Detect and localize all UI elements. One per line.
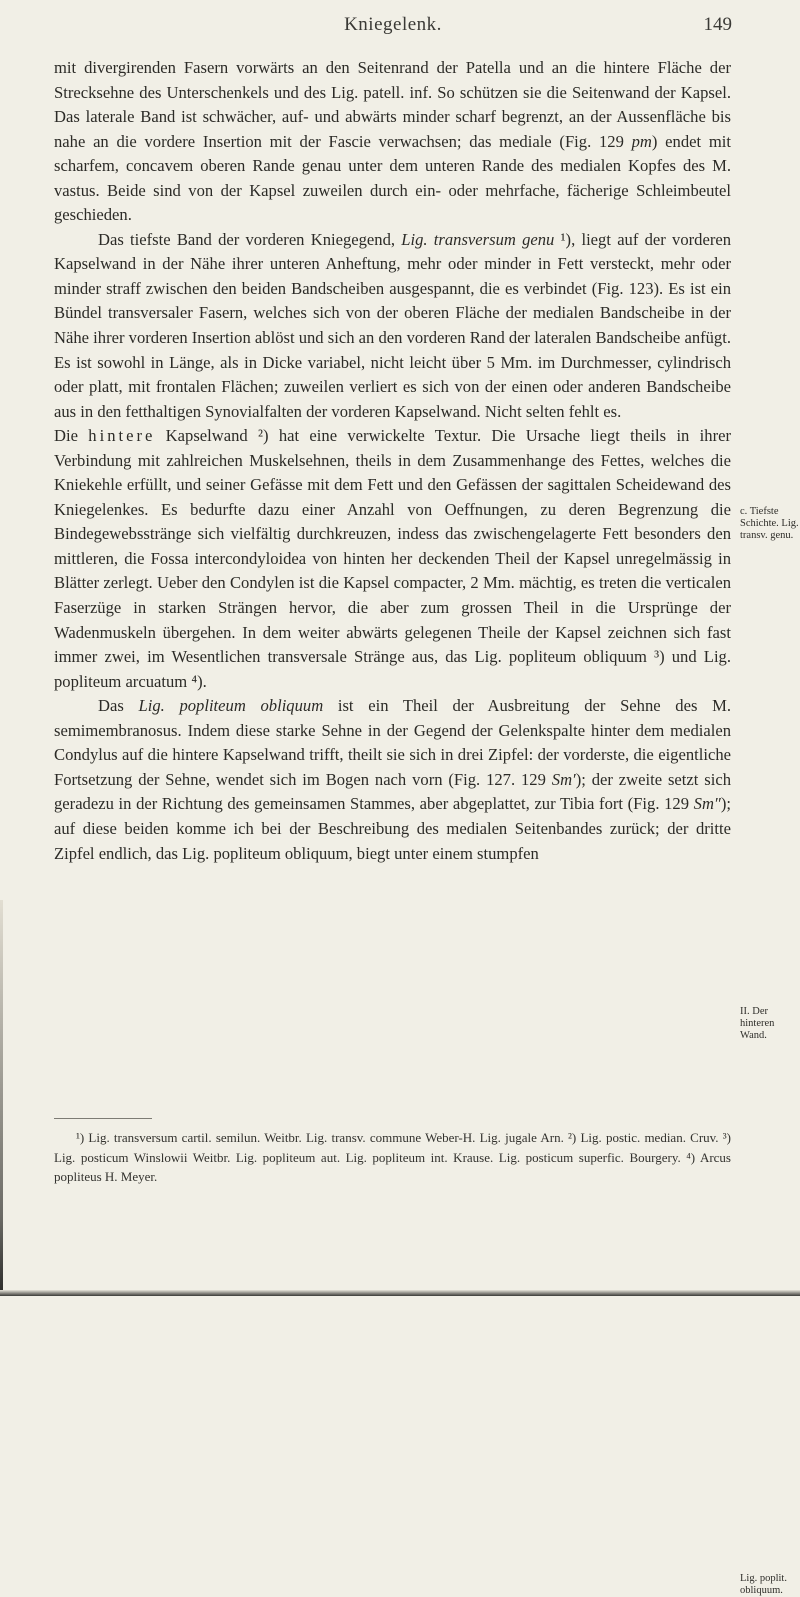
text-run: Das tiefste Band der vorderen Kniegegend, [98, 229, 402, 249]
text-run: ); auf diese beiden komme ich bei der Beschreibung des medialen Seitenbandes zurück; der dritte Zipfel endlich, das Lig. popliteum obliquum, biegt unter einem stumpfen [54, 794, 731, 863]
margin-note-hintere-wand: II. Der hinteren Wand. [740, 1006, 775, 1041]
paragraph [54, 424, 731, 694]
paragraph [54, 56, 731, 228]
page-number: 149 [703, 14, 732, 35]
text-run: Die [54, 426, 89, 446]
margin-note-tiefste-schichte: c. Tiefste Schichte. Lig. transv. genu. [740, 506, 799, 541]
text-run: mit divergirenden Fasern vorwärts an den Seitenrand der Patella und an die hintere Fläche der Strecksehne des Unterschenkels und des Lig. patell. inf. So schützen sie die Seitenwand der Kapsel. Das laterale Band ist schwächer, auf- und abwärts minder scharf begrenzt, an der Aussenfläche bis nahe an die vordere Insertion mit der Fascie verwachsen; das mediale (Fig. 129 [54, 58, 731, 151]
text-run: ist ein Theil der Ausbreitung der Sehne des M. semimembranosus. Indem diese starke Sehne in der Gegend der Gelenkspalte hinter dem medialen Condylus auf die hintere Kapselwand trifft, theilt sie sich in drei Zipfel: der vorderste, die eigentliche Fortsetzung der Sehne, wendet sich im Bogen nach vorn (Fig. 127. 129 [54, 696, 731, 789]
italic-term: Lig. transversum genu [401, 229, 555, 249]
italic-term: Sm″ [693, 794, 721, 814]
margin-note-lig-poplit-obliquum: Lig. poplit. obliquum. [740, 1573, 787, 1596]
footnote-rule [54, 1118, 152, 1119]
paragraph [54, 228, 731, 424]
paragraph [54, 694, 731, 866]
body-text [54, 56, 731, 866]
footnotes [54, 1128, 731, 1187]
scan-shadow-left [0, 900, 3, 1296]
italic-term: pm [631, 131, 652, 151]
spaced-term: hintere [88, 426, 156, 446]
text-run: ); der zweite setzt sich geradezu in der Richtung des gemeinsamen Stammes, aber abgeplattet, zur Tibia fort (Fig. 129 [54, 769, 731, 814]
scan-shadow-bottom [0, 1290, 800, 1296]
text-run: ) endet mit scharfem, concavem oberen Rande genau unter dem unteren Rande des medialen Kopfes des M. vastus. Beide sind von der Kapsel zuweilen durch ein- oder mehrfache, fächerige Schleimbeutel geschieden. [54, 131, 731, 225]
running-title: Kniegelenk. [344, 14, 442, 35]
text-run: Das [98, 696, 139, 716]
text-run: Kapselwand ²) hat eine verwickelte Textur. Die Ursache liegt theils in ihrer Verbindung mit zahlreichen Muskelsehnen, theils in dem Zusammenhange des Fettes, welches die Kniekehle erfüllt, und seiner Gefässe mit dem Fett und den Gefässen der sagittalen Scheidewand des Kniegelenkes. Es bedurfte dazu einer Anzahl von Oeffnungen, zu deren Begrenzung die Bindegewebsstränge sich vielfältig durchkreuzen, indess das zwischengelagerte Fett besonders den mittleren, die Fossa intercondyloidea von hinten her deckenden Theil der Kapsel unregelmässig in Blätter zerlegt. Ueber den Condylen ist die Kapsel compacter, 2 Mm. mächtig, es treten die verticalen Faserzüge in starken Strängen hervor, die aber zum grossen Theil in die Ursprünge der Wadenmuskeln übergehen. In dem weiter abwärts gelegenen Theile der Kapsel zeichnen sich fast immer zwei, im Wesentlichen transversale Stränge aus, das Lig. popliteum obliquum ³) und Lig. popliteum arcuatum ⁴). [54, 426, 731, 691]
italic-term: Lig. popliteum obliquum [138, 696, 324, 716]
running-head [54, 14, 732, 40]
text-run: ¹), liegt auf der vorderen Kapselwand in der Nähe ihrer unteren Anheftung, mehr oder minder in Fett versteckt, mehr oder minder straff zwischen den beiden Bandscheiben ausgespannt, die es verbindet (Fig. 123). Es ist ein Bündel transversaler Fasern, welches sich von der oberen Fläche der medialen Bandscheibe in der Nähe ihrer vorderen Insertion ablöst und sich an den vorderen Rand der lateralen Bandscheibe anfügt. Es ist sowohl in Länge, als in Dicke variabel, nicht leicht über 5 Mm. im Durchmesser, cylindrisch oder platt, mit frontalen Flächen; zuweilen verliert es sich von der einen oder anderen Bandscheibe aus in den fetthaltigen Synovialfalten der vorderen Kapselwand. Nicht selten fehlt es. [54, 229, 732, 421]
italic-term: Sm′ [551, 769, 576, 789]
footnote: ¹) Lig. transversum cartil. semilun. Weitbr. Lig. transv. commune Weber-H. Lig. jugale Arn. ²) Lig. postic. median. Cruv. ³) Lig. posticum Winslowii Weitbr. Lig. popliteum aut. Lig. popliteum int. Krause. Lig. posticum superfic. Bourgery. ⁴) Arcus popliteus H. Meyer. [54, 1130, 731, 1184]
